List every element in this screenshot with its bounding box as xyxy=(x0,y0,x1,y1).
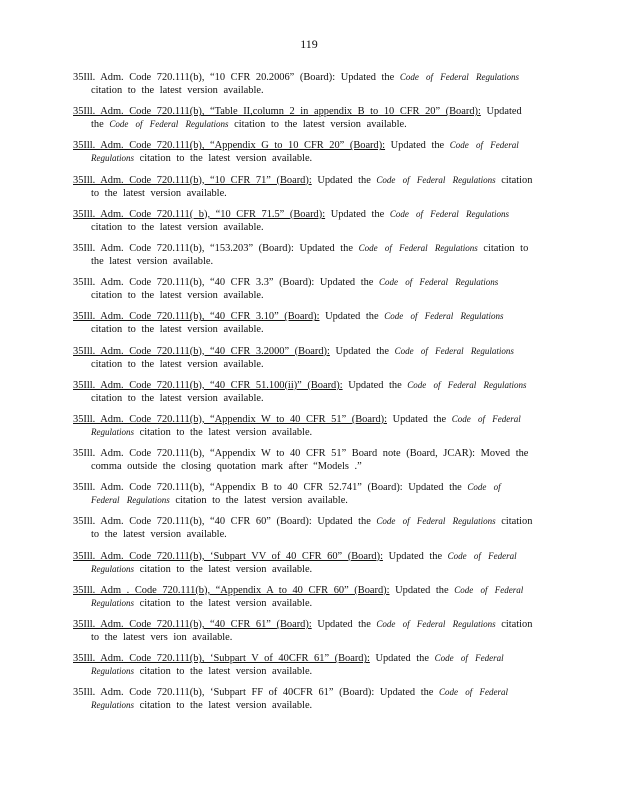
entry-citation: 35Ill. Adm. Code 720.111(b), “40 CFR 3.2000” (Board): xyxy=(73,345,330,357)
entry-code-title: Code of Federal Regulations xyxy=(394,345,514,356)
entry-citation: 35Ill. Adm. Code 720.111(b), “Table II,column 2 in appendix B to 10 CFR 20” (Board): xyxy=(73,106,481,118)
entry-rest-text: citation to the latest version available. xyxy=(91,174,533,199)
entry-rest-text: citation to the latest version available. xyxy=(91,392,264,404)
entry-citation: 35Ill. Adm. Code 720.111(b), “40 CFR 51.100(ii)” (Board): xyxy=(73,379,343,391)
entry-updated-text: Updated the xyxy=(408,482,462,494)
amendment-entry xyxy=(73,105,533,131)
entry-code-title: Code of Federal Regulations xyxy=(384,311,504,322)
entry-rest-text: citation to the latest version available. xyxy=(139,700,313,712)
entry-code-title: Code of Federal Regulations xyxy=(91,550,517,574)
entry-citation: 35Ill. Adm. Code 720.111(b), ‘Subpart VV of 40 CFR 60” (Board): xyxy=(73,550,383,562)
amendment-entry xyxy=(73,174,533,200)
entry-updated-text: Updated the xyxy=(379,687,434,699)
entry-updated-text: Updated the xyxy=(392,413,447,425)
amendment-entry xyxy=(73,447,533,473)
entry-updated-text: Updated the xyxy=(325,311,379,323)
entry-code-title: Code of Federal Regulations xyxy=(91,482,501,506)
entry-code-title: Code of Federal Regulations xyxy=(91,687,508,711)
entry-citation: 35Ill. Adm . Code 720.111(b), “Appendix A to 40 CFR 60” (Board): xyxy=(73,584,390,596)
entry-updated-text: Updated the xyxy=(335,345,389,357)
entry-rest-text: citation to the latest version available. xyxy=(139,153,313,165)
amendment-entry xyxy=(73,345,533,371)
entry-updated-text: Updated the xyxy=(319,277,374,289)
amendment-entry xyxy=(73,71,533,97)
entry-citation: 35Ill. Adm. Code 720.111(b), “40 CFR 3.10” (Board): xyxy=(73,311,320,323)
entry-rest-text: citation to the latest version available. xyxy=(139,563,313,575)
entry-list xyxy=(73,71,533,721)
entry-citation: 35Ill. Adm. Code 720.111( b), “10 CFR 71.5” (Board): xyxy=(73,208,326,220)
amendment-entry xyxy=(73,413,533,439)
entry-updated-text: Updated the xyxy=(317,516,371,528)
entry-code-title: Code of Federal Regulations xyxy=(91,413,521,437)
amendment-entry xyxy=(73,139,533,165)
entry-rest-text: citation to the latest version available. xyxy=(91,242,529,267)
entry-code-title: Code of Federal Regulations xyxy=(91,584,524,608)
entry-code-title: Code of Federal Regulations xyxy=(376,174,496,185)
amendment-entry xyxy=(73,242,533,268)
entry-updated-text: Updated the xyxy=(375,653,429,665)
entry-updated-text: Updated the xyxy=(390,140,445,152)
entry-updated-text: Updated the xyxy=(395,584,449,596)
entry-code-title: Code of Federal Regulations xyxy=(407,379,527,390)
entry-code-title: Code of Federal Regulations xyxy=(376,619,496,629)
entry-citation: 35Ill. Adm. Code 720.111(b), “40 CFR 61” (Board): xyxy=(73,619,312,630)
amendment-entry xyxy=(73,208,533,234)
entry-citation: 35Ill. Adm. Code 720.111(b), “10 CFR 71” (Board): xyxy=(73,174,312,186)
entry-updated-text: Updated the xyxy=(330,208,385,220)
entry-citation: 35Ill. Adm. Code 720.111(b), “40 CFR 3.3” (Board): xyxy=(73,277,315,289)
amendment-entry xyxy=(73,481,533,507)
entry-citation: 35Ill. Adm. Code 720.111(b), “10 CFR 20.2006” (Board): xyxy=(73,72,336,83)
entry-rest-text: citation to the latest version available. xyxy=(234,119,407,131)
entry-updated-text: Updated the xyxy=(317,174,371,186)
amendment-entry xyxy=(73,652,533,678)
entry-citation: 35Ill. Adm. Code 720.111(b), ‘Subpart FF of 40CFR 61” (Board): xyxy=(73,687,375,699)
entry-rest-text: citation to the latest version available. xyxy=(91,85,264,96)
entry-updated-text: Updated the xyxy=(317,619,371,630)
entry-updated-text: Updated the xyxy=(348,379,402,391)
entry-citation: 35Ill. Adm. Code 720.111(b), “153.203” (Board): xyxy=(73,242,294,254)
amendment-entry xyxy=(73,276,533,302)
amendment-entry xyxy=(73,584,533,610)
entry-code-title: Code of Federal Regulations xyxy=(91,140,519,164)
entry-rest-text: citation to the latest version available. xyxy=(91,290,264,302)
entry-rest-text: citation to the latest version available. xyxy=(139,666,313,678)
entry-code-title: Code of Federal Regulations xyxy=(91,653,504,677)
entry-rest-text: citation to the latest version available. xyxy=(175,495,348,507)
entry-citation: 35Ill. Adm. Code 720.111(b), “40 CFR 60” (Board): xyxy=(73,516,312,528)
entry-citation: 35Ill. Adm. Code 720.111(b), ‘Subpart V of 40CFR 61” (Board): xyxy=(73,653,370,665)
entry-code-title: Code of Federal Regulations xyxy=(109,119,229,130)
entry-code-title: Code of Federal Regulations xyxy=(379,277,499,288)
entry-updated-text: Updated the xyxy=(340,72,395,83)
entry-updated-text: Updated the xyxy=(388,550,443,562)
entry-rest-text: citation to the latest version available. xyxy=(91,516,533,541)
entry-rest-text: citation to the latest version available. xyxy=(91,221,264,233)
amendment-entry xyxy=(73,515,533,541)
entry-code-title: Code of Federal Regulations xyxy=(399,72,520,82)
entry-citation: 35Ill. Adm. Code 720.111(b), “Appendix W to 40 CFR 51” (Board): xyxy=(73,413,387,425)
entry-updated-text: Updated the xyxy=(299,242,353,254)
entry-citation: 35Ill. Adm. Code 720.111(b), “Appendix W to 40 CFR 51” Board note (Board, JCAR): Moved the comma outside the closing quotation mark after “Models .” xyxy=(73,448,529,473)
entry-rest-text: citation to the latest vers ion available. xyxy=(91,619,533,643)
amendment-entry xyxy=(73,550,533,576)
entry-rest-text: citation to the latest version available. xyxy=(139,597,313,609)
entry-citation: 35Ill. Adm. Code 720.111(b), “Appendix G to 10 CFR 20” (Board): xyxy=(73,140,386,152)
page-number: 119 xyxy=(300,37,318,51)
entry-code-title: Code of Federal Regulations xyxy=(389,208,510,219)
entry-code-title: Code of Federal Regulations xyxy=(376,516,496,527)
amendment-entry xyxy=(73,310,533,336)
entry-rest-text: citation to the latest version available. xyxy=(91,324,264,336)
entry-code-title: Code of Federal Regulations xyxy=(358,242,478,253)
amendment-entry xyxy=(73,618,533,644)
entry-rest-text: citation to the latest version available. xyxy=(91,358,264,370)
entry-citation: 35Ill. Adm. Code 720.111(b), “Appendix B to 40 CFR 52.741” (Board): xyxy=(73,482,403,494)
entry-updated-text: Updated the xyxy=(91,106,522,131)
amendment-entry xyxy=(73,686,533,712)
amendment-entry xyxy=(73,379,533,405)
entry-rest-text: citation to the latest version available. xyxy=(139,426,313,438)
